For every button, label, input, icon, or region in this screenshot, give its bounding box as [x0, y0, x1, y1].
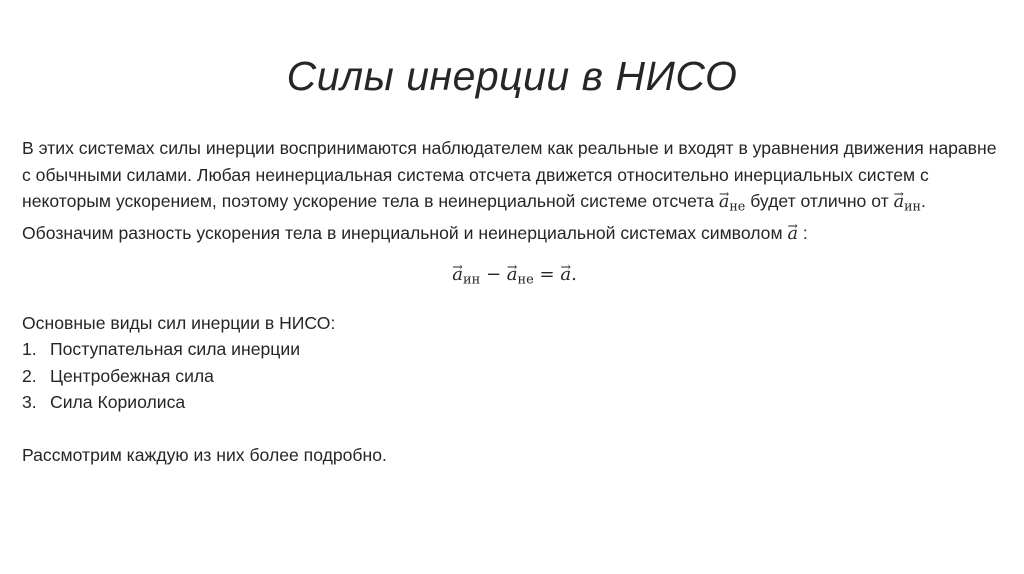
list-item	[22, 363, 1007, 390]
spacer	[22, 416, 1007, 443]
subscript-in: ин	[462, 272, 481, 288]
vector-a: → a	[452, 262, 463, 289]
types-heading: Основные виды сил инерции в НИСО:	[22, 312, 336, 333]
formula-end: .	[571, 263, 577, 285]
list-number: 2.	[22, 365, 37, 386]
a-symbol	[787, 224, 798, 244]
list-number: 3.	[22, 392, 37, 413]
notation-paragraph	[22, 220, 1007, 248]
intro-text-1: В этих системах силы инерции воспринимаются наблюдателем как реальные и входят в уравнения движения наравне с обычными силами. Любая неинерциальная система отсчета движется относительно инерциальных систем с некоторым ускорением, поэтому ускорение тела в неинерциальной системе отсчета	[22, 138, 997, 211]
minus-sign: −	[480, 263, 507, 285]
intro-text-3: .	[920, 191, 926, 211]
notation-tail: :	[797, 223, 808, 244]
vector-a: → a	[560, 262, 571, 289]
slide-title: Силы инерции в НИСО	[286, 53, 738, 99]
vector-a: → a	[894, 189, 905, 216]
list-label: Центробежная сила	[50, 365, 214, 386]
equals-sign: =	[533, 263, 561, 285]
list-number: 1.	[22, 339, 37, 360]
acceleration-formula	[22, 262, 1007, 294]
a-ne-symbol	[719, 192, 745, 212]
list-label: Поступательная сила инерции	[50, 339, 301, 360]
intro-paragraph	[22, 135, 1007, 220]
inertia-types-list	[22, 336, 1007, 416]
intro-text-2: будет отлично от	[745, 191, 894, 211]
subscript-ne: не	[729, 198, 746, 214]
list-item	[22, 389, 1007, 416]
vector-a: → a	[507, 262, 518, 289]
a-in-symbol	[894, 192, 921, 212]
list-item	[22, 336, 1007, 363]
slide-body	[22, 135, 1007, 469]
subscript-in: ин	[904, 198, 921, 214]
closing-text: Рассмотрим каждую из них более подробно.	[22, 445, 387, 466]
list-label: Сила Кориолиса	[50, 392, 186, 413]
vector-a: → a	[719, 189, 730, 216]
subscript-ne: не	[517, 272, 534, 288]
notation-text: Обозначим разность ускорения тела в инерциальной и неинерциальной системах символом	[22, 223, 788, 244]
vector-a: → a	[787, 221, 798, 248]
